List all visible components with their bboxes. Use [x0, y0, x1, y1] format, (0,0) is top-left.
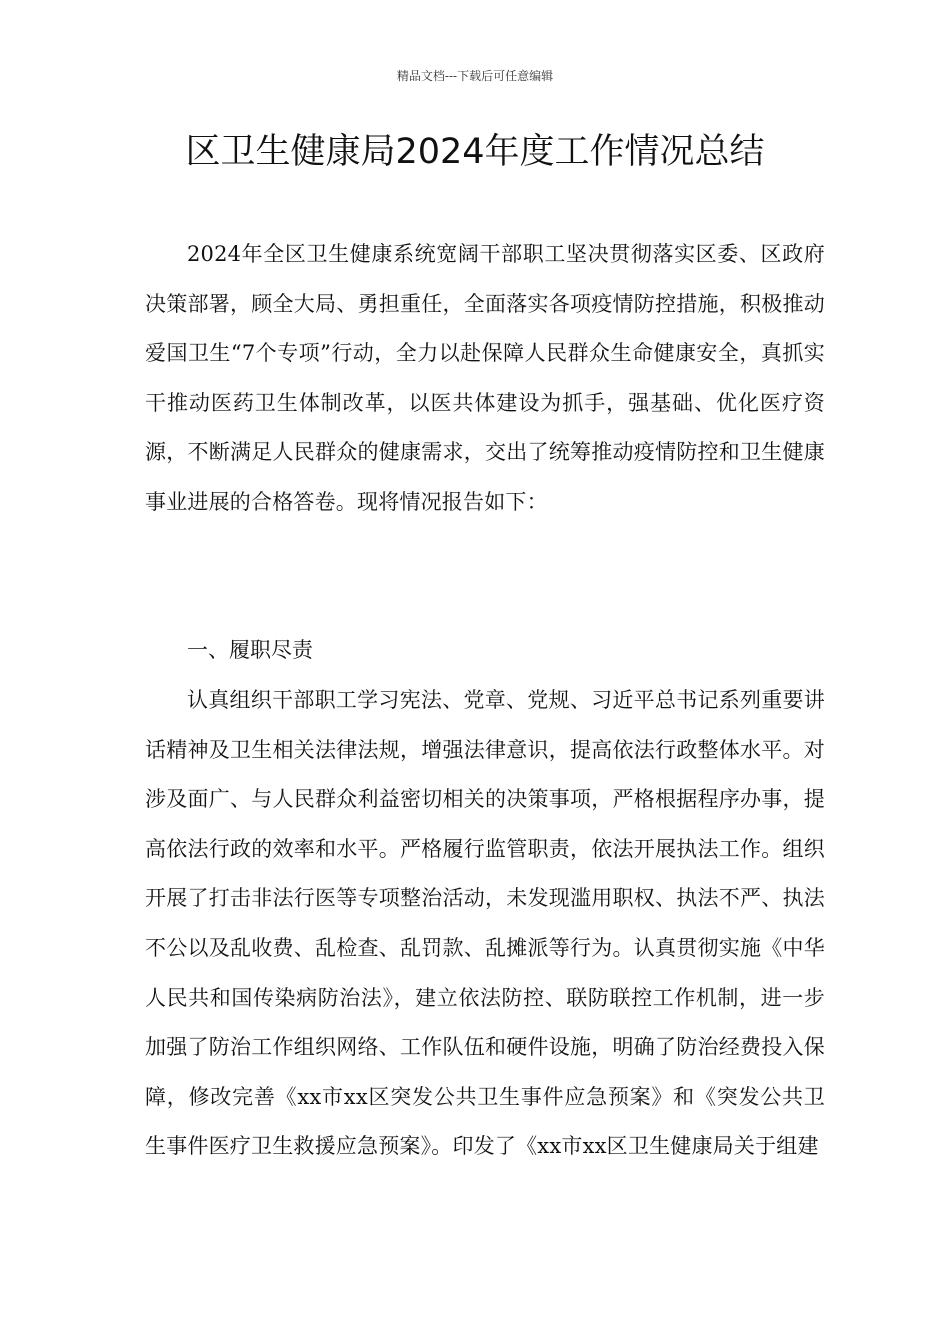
section-heading-1: 一、履职尽责	[187, 638, 313, 662]
header-note: 精品文档---下载后可任意编辑	[396, 69, 554, 83]
section-paragraph-1: 认真组织干部职工学习宪法、党章、党规、习近平总书记系列重要讲话精神及卫生相关法律法规，增强法律意识，提高依法行政整体水平。对涉及面广、与人民群众利益密切相关的决策事项，严格根据程序办事，提高依法行政的效率和水平。严格履行监管职责，依法开展执法工作。组织开展了打击非法行医等专项整治活动，未发现滥用职权、执法不严、执法不公以及乱收费、乱检查、乱罚款、乱摊派等行为。认真贯彻实施《中华人民共和国传染病防治法》，建立依法防控、联防联控工作机制，进一步加强了防治工作组织网络、工作队伍和硬件设施，明确了防治经费投入保障，修改完善《xx市xx区突发公共卫生事件应急预案》和《突发公共卫生事件医疗卫生救援应急预案》。印发了《xx市xx区卫生健康局关于组建	[145, 688, 825, 1159]
intro-paragraph: 2024年全区卫生健康系统宽阔干部职工坚决贯彻落实区委、区政府决策部署，顾全大局、勇担重任，全面落实各项疫情防控措施，积极推动爱国卫生“7个专项”行动，全力以赴保障人民群众生命健康安全，真抓实干推动医药卫生体制改革，以医共体建设为抓手，强基础、优化医疗资源，不断满足人民群众的健康需求，交出了统筹推动疫情防控和卫生健康事业进展的合格答卷。现将情况报告如下：	[145, 242, 825, 514]
document-title: 区卫生健康局2024年度工作情况总结	[185, 132, 765, 172]
